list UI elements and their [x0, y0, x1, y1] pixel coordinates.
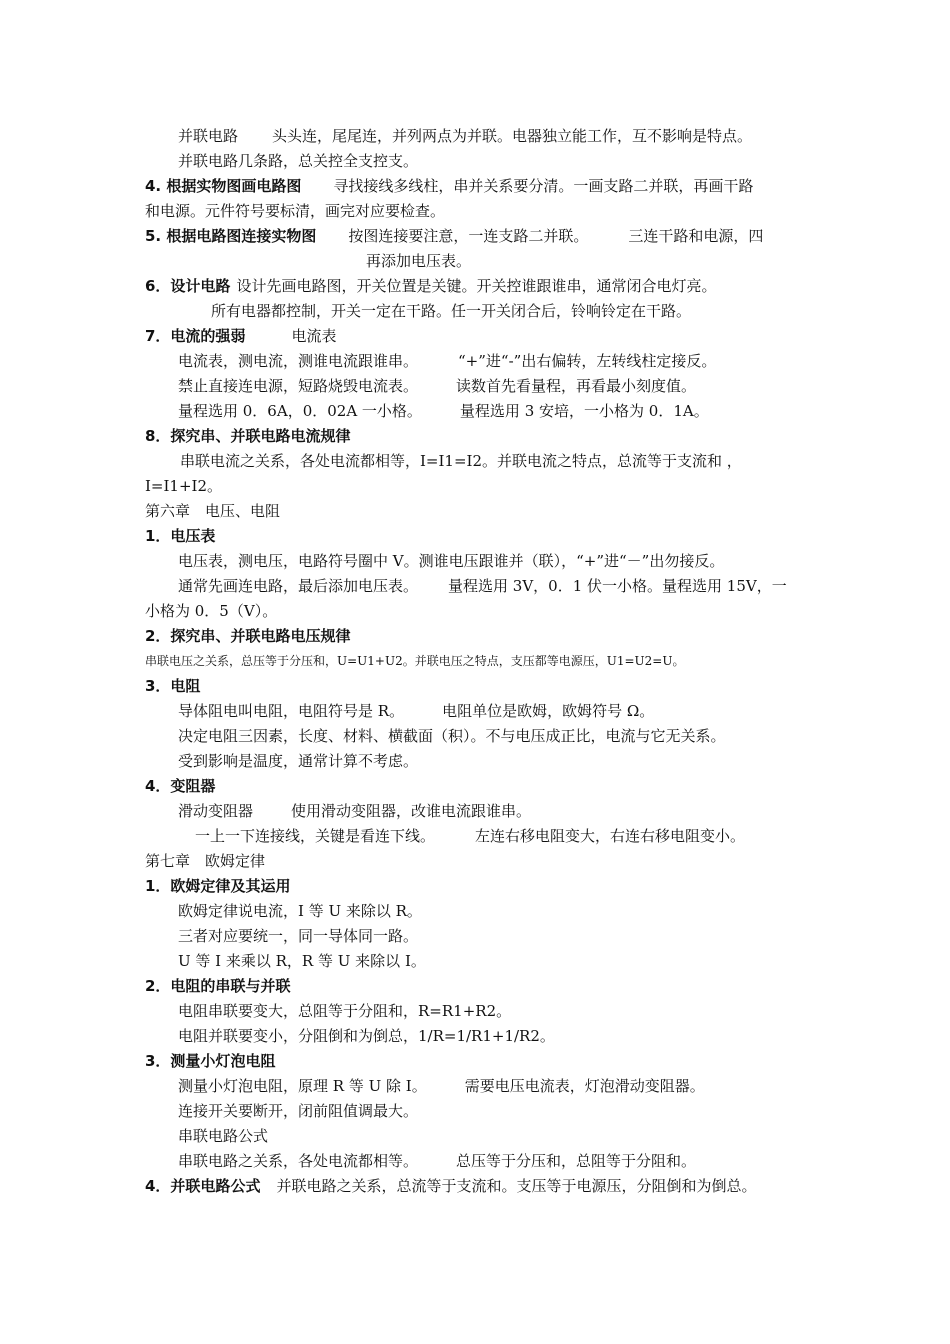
text-line: 串联电路之关系，各处电流都相等。 总压等于分压和，总阻等于分阻和。: [178, 1152, 697, 1170]
text-line: 再添加电压表。: [366, 252, 472, 270]
section-heading: 3．电阻: [145, 677, 201, 695]
section-heading: 6．设计电路 设计先画电路图，开关位置是关键。开关控谁跟谁串，通常闭合电灯亮。: [145, 277, 717, 295]
text-line: 电阻串联要变大，总阻等于分阻和，R=R1+R2。: [178, 1002, 512, 1020]
section-heading: 8．探究串、并联电路电流规律: [145, 427, 351, 445]
text-line: 连接开关要断开，闭前阻值调最大。: [178, 1102, 419, 1120]
section-heading: 4．并联电路公式 并联电路之关系，总流等于支流和。支压等于电源压，分阻倒和为倒总。: [145, 1177, 757, 1195]
text-line: 电流表，测电流，测谁电流跟谁串。 “+”进“-”出右偏转，左转线柱定接反。: [178, 352, 717, 370]
text-line: U 等 I 来乘以 R，R 等 U 来除以 I。: [178, 952, 426, 970]
text-line: 欧姆定律说电流，I 等 U 来除以 R。: [178, 902, 422, 920]
section-heading: 1．电压表: [145, 527, 216, 545]
text-line: 小格为 0．5（V）。: [145, 602, 278, 620]
text-line: 测量小灯泡电阻，原理 R 等 U 除 I。 需要电压电流表，灯泡滑动变阻器。: [178, 1077, 705, 1095]
section-heading: 5. 根据电路图连接实物图 按图连接要注意，一连支路二并联。 三连干路和电源，四: [145, 227, 764, 245]
text-line: 电阻并联要变小，分阻倒和为倒总，1/R=1/R1+1/R2。: [178, 1027, 555, 1045]
chapter-title: 第六章 电压、电阻: [145, 502, 281, 520]
section-heading: 2．电阻的串联与并联: [145, 977, 291, 995]
text-line: 受到影响是温度，通常计算不考虑。: [178, 752, 419, 770]
text-line: 电压表，测电压，电路符号圈中 V。测谁电压跟谁并（联），“+”进“－”出勿接反。: [178, 552, 725, 570]
text-line: 串联电路公式: [178, 1127, 269, 1145]
section-heading: 1．欧姆定律及其运用: [145, 877, 291, 895]
text-line: 滑动变阻器 使用滑动变阻器，改谁电流跟谁串。: [178, 802, 532, 820]
section-heading: 3．测量小灯泡电阻: [145, 1052, 276, 1070]
text-line: 并联电路几条路，总关控全支控支。: [178, 152, 419, 170]
text-line: 和电源。元件符号要标清，画完对应要检查。: [145, 202, 446, 220]
text-line: 三者对应要统一，同一导体同一路。: [178, 927, 419, 945]
text-line: 通常先画连电路，最后添加电压表。 量程选用 3V，0．1 伏一小格。量程选用 15V，一: [178, 577, 787, 595]
text-line: 导体阻电叫电阻，电阻符号是 R。 电阻单位是欧姆，欧姆符号 Ω。: [178, 702, 655, 720]
text-line: 并联电路 头头连，尾尾连，并列两点为并联。电器独立能工作，互不影响是特点。: [178, 127, 753, 145]
section-heading: 4．变阻器: [145, 777, 216, 795]
text-line: 串联电流之关系，各处电流都相等，I=I1=I2。并联电流之特点，总流等于支流和 ，: [180, 452, 742, 470]
section-heading: 4. 根据实物图画电路图 寻找接线多线柱，串并关系要分清。一画支路二并联，再画干路: [145, 177, 754, 195]
text-line: 所有电器都控制，开关一定在干路。任一开关闭合后，铃响铃定在干路。: [211, 302, 692, 320]
text-line: 决定电阻三因素，长度、材料、横截面（积）。不与电压成正比，电流与它无关系。: [178, 727, 726, 745]
section-heading: 7．电流的强弱 电流表: [145, 327, 337, 345]
text-line: I=I1+I2。: [145, 477, 222, 495]
chapter-title: 第七章 欧姆定律: [145, 852, 266, 870]
section-heading: 2．探究串、并联电路电压规律: [145, 627, 351, 645]
text-line: 一上一下连接线，关键是看连下线。 左连右移电阻变大，右连右移电阻变小。: [195, 827, 746, 845]
text-line: 串联电压之关系，总压等于分压和，U=U1+U2。并联电压之特点，支压都等电源压，U1=U2=U。: [145, 654, 685, 668]
text-line: 量程选用 0．6A，0．02A 一小格。 量程选用 3 安培，一小格为 0．1A。: [178, 402, 709, 420]
text-line: 禁止直接连电源，短路烧毁电流表。 读数首先看量程，再看最小刻度值。: [178, 377, 697, 395]
